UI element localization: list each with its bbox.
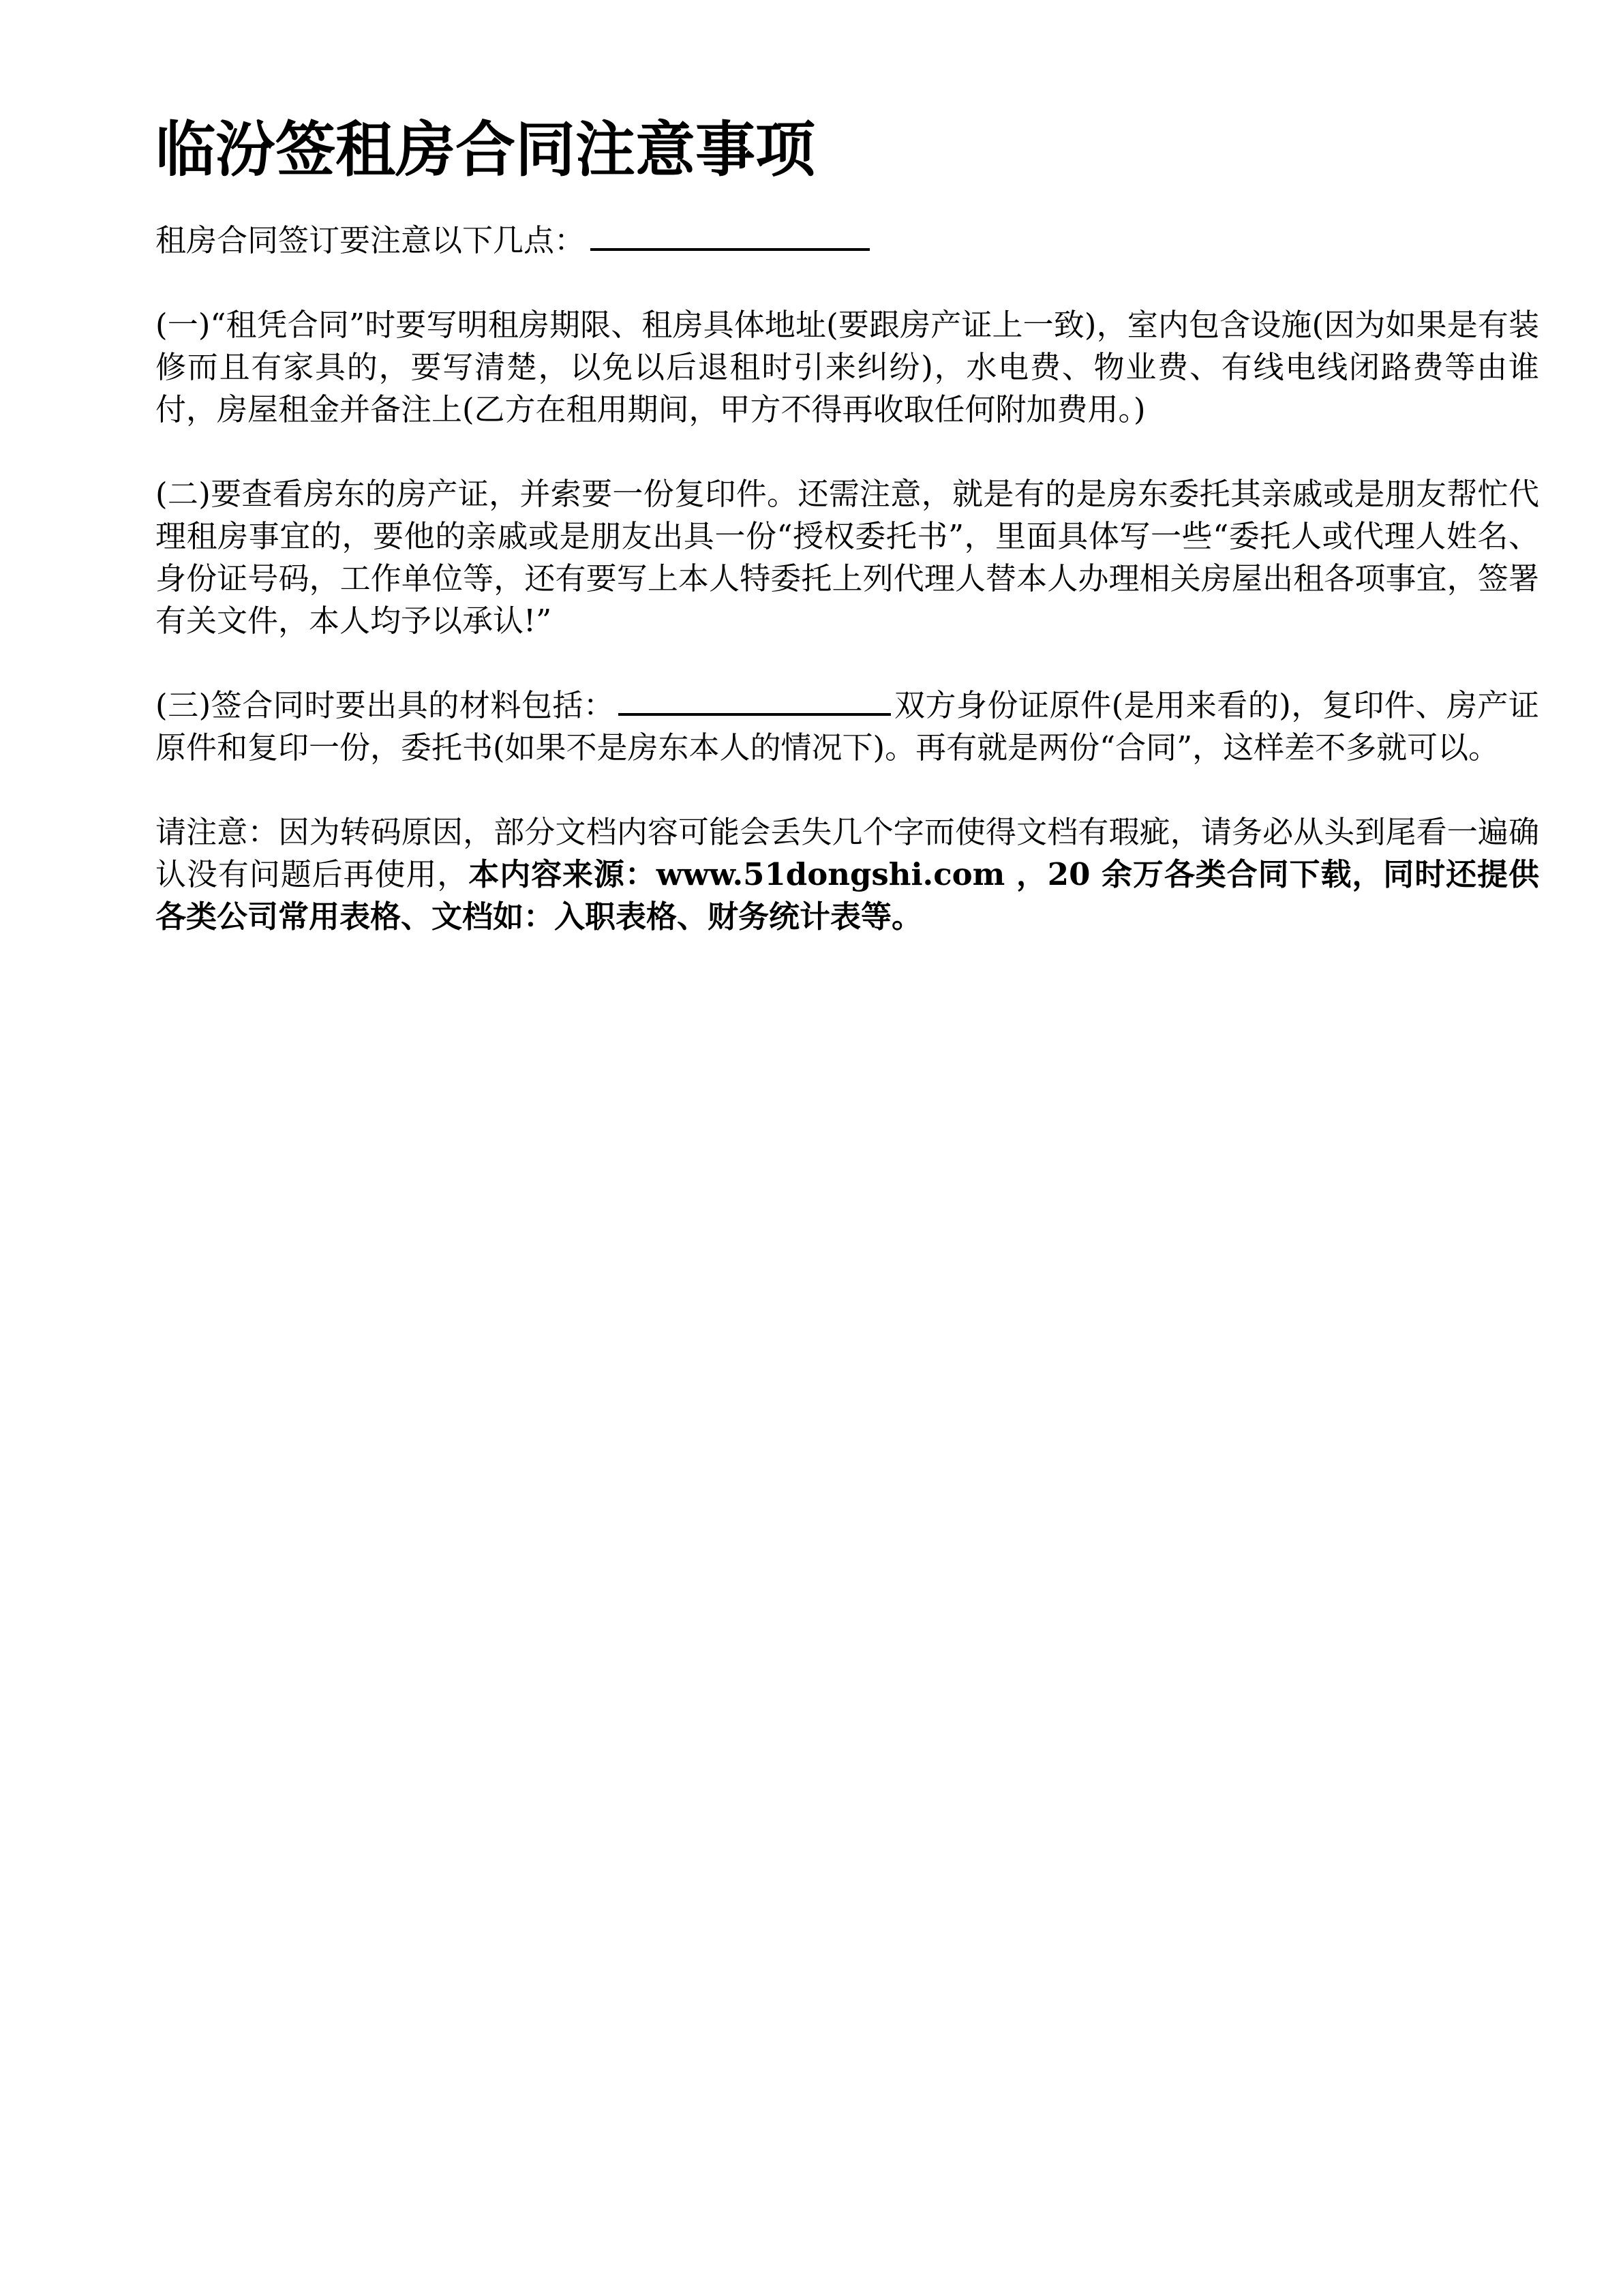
intro-blank-line: [590, 221, 870, 251]
item-3-text-after: 双方身份证原件(是用来看的)，复印件、房产证原件和复印一份，委托书(如果不是房东本人的情况下)。再有就是两份“合同”，这样差不多就可以。: [155, 687, 1539, 766]
notice-paragraph: [155, 811, 1539, 938]
notice-plain-text: 请注意：因为转码原因，部分文档内容可能会丢失几个字而使得文档有瑕疵，请务必从头到尾看一遍确认没有问题后再使用，: [155, 814, 1539, 892]
item-3-paragraph: [155, 684, 1539, 769]
item-3-text-before: (三)签合同时要出具的材料包括：: [155, 687, 615, 723]
intro-paragraph: [155, 220, 1539, 262]
item-1-paragraph: (一)“租凭合同”时要写明租房期限、租房具体地址(要跟房产证上一致)，室内包含设施(因为如果是有装修而且有家具的，要写清楚，以免以后退租时引来纠纷)，水电费、物业费、有线电线闭路费等由谁付，房屋租金并备注上(乙方在租用期间，甲方不得再收取任何附加费用。): [155, 307, 1539, 427]
item-3-blank-line: [618, 686, 891, 716]
intro-text: 租房合同签订要注意以下几点：: [155, 222, 586, 258]
item-2-paragraph: (二)要查看房东的房产证，并索要一份复印件。还需注意，就是有的是房东委托其亲戚或是朋友帮忙代理租房事宜的，要他的亲戚或是朋友出具一份“授权委托书”，里面具体写一些“委托人或代理人姓名、身份证号码，工作单位等，还有要写上本人特委托上列代理人替本人办理相关房屋出租各项事宜，签署有关文件，本人均予以承认!”: [155, 476, 1539, 639]
document-title: 临汾签租房合同注意事项: [155, 115, 816, 185]
document-body: [155, 109, 1539, 980]
notice-bold-text: 本内容来源：www.51dongshi.com ，20 余万各类合同下载，同时还提供各类公司常用表格、文档如：入职表格、财务统计表等。: [155, 856, 1539, 935]
